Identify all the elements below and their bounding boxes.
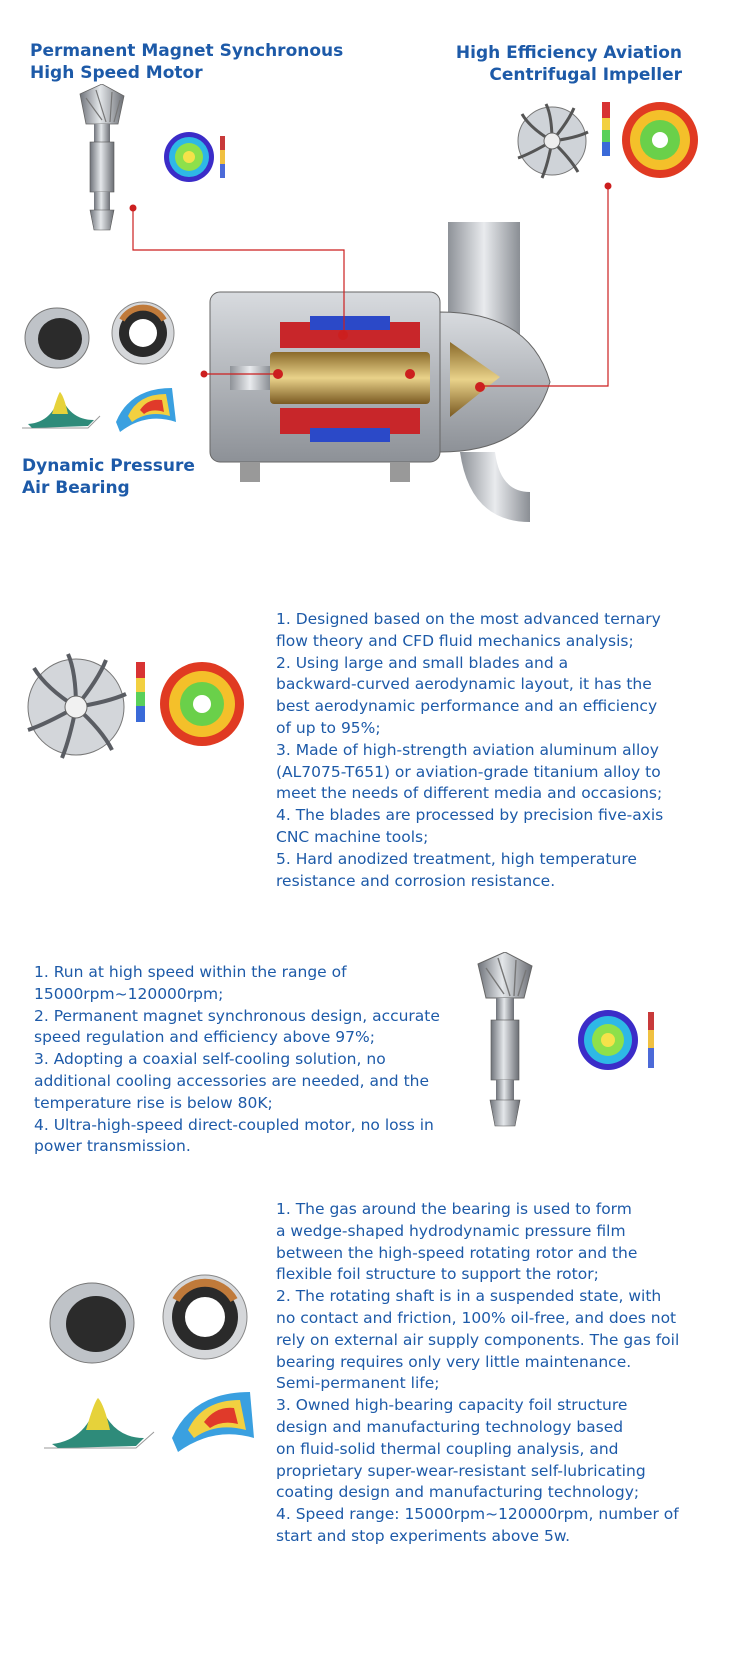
- impeller-item-4: backward-curved aerodynamic layout, it has the: [276, 675, 652, 694]
- bearing-section: [0, 1192, 750, 1592]
- bearing-item-6: no contact and friction, 100% oil-free, and does not: [276, 1308, 677, 1327]
- impeller-item-13: resistance and corrosion resistance.: [276, 871, 556, 890]
- motor-item-3: 2. Permanent magnet synchronous design, accurate: [34, 1006, 440, 1025]
- impeller-item-8: (AL7075-T651) or aviation-grade titanium alloy to: [276, 762, 661, 781]
- motor-item-5: 3. Adopting a coaxial self-cooling solution, no: [34, 1050, 386, 1069]
- bearing-item-7: rely on external air supply components. The gas foil: [276, 1330, 680, 1349]
- impeller-item-6: of up to 95%;: [276, 718, 381, 737]
- bearing-item-2: a wedge-shaped hydrodynamic pressure film: [276, 1221, 626, 1240]
- impeller-item-3: 2. Using large and small blades and a: [276, 653, 569, 672]
- motor-item-4: speed regulation and efficiency above 97%;: [34, 1028, 375, 1047]
- bearing-item-11: design and manufacturing technology based: [276, 1417, 624, 1436]
- impeller-item-9: meet the needs of different media and occasions;: [276, 784, 663, 803]
- impeller-section: [0, 590, 750, 910]
- bearing-item-1: 1. The gas around the bearing is used to form: [276, 1200, 632, 1218]
- bearing-item-14: coating design and manufacturing technology;: [276, 1483, 640, 1502]
- bearing-item-3: between the high-speed rotating rotor and the: [276, 1243, 638, 1262]
- bearing-item-13: proprietary super-wear-resistant self-lubricating: [276, 1461, 646, 1480]
- motor-heading-line1: Permanent Magnet Synchronous: [30, 41, 344, 61]
- bearing-item-9: Semi-permanent life;: [276, 1374, 440, 1393]
- bearing-item-10: 3. Owned high-bearing capacity foil structure: [276, 1396, 628, 1415]
- impeller-heading-line1: High Efficiency Aviation: [455, 43, 682, 63]
- motor-feature-list: [34, 962, 464, 1158]
- motor-item-6: additional cooling accessories are needed, and the: [34, 1071, 430, 1090]
- motor-heading-line2: High Speed Motor: [30, 63, 203, 83]
- motor-item-7: temperature rise is below 80K;: [34, 1093, 273, 1112]
- rotor-shaft-large-icon: [470, 952, 540, 1130]
- bearing-item-4: flexible foil structure to support the rotor;: [276, 1265, 599, 1284]
- bearing-item-12: on fluid-solid thermal coupling analysis, and: [276, 1439, 619, 1458]
- impeller-large-cfd-icon: [136, 656, 246, 756]
- motor-section: [0, 950, 750, 1170]
- impeller-item-11: CNC machine tools;: [276, 827, 429, 846]
- leader-lines: [0, 0, 750, 560]
- impeller-item-1: 1. Designed based on the most advanced ternary: [276, 610, 661, 628]
- foil-bearing-large-icon: [160, 1272, 250, 1362]
- bearing-item-16: start and stop experiments above 5w.: [276, 1526, 571, 1545]
- bearing-heading-line2: Air Bearing: [22, 478, 130, 498]
- bearing-feature-list: [276, 1199, 716, 1548]
- impeller-feature-list: [276, 609, 716, 892]
- motor-item-2: 15000rpm~120000rpm;: [34, 984, 224, 1003]
- impeller-item-2: flow theory and CFD fluid mechanics analysis;: [276, 631, 634, 650]
- hero-section: [0, 0, 750, 560]
- bearing-item-15: 4. Speed range: 15000rpm~120000rpm, number of: [276, 1505, 679, 1524]
- bearing-item-8: bearing requires only very little maintenance.: [276, 1352, 632, 1371]
- motor-item-9: power transmission.: [34, 1137, 191, 1156]
- impeller-item-10: 4. The blades are processed by precision five-axis: [276, 806, 664, 825]
- bearing-item-5: 2. The rotating shaft is in a suspended state, with: [276, 1287, 662, 1306]
- impeller-heading-line2: Centrifugal Impeller: [489, 65, 682, 85]
- bearing-sleeve-large-icon: [46, 1280, 138, 1366]
- bearing-heading-line1: Dynamic Pressure: [22, 456, 195, 476]
- bearing-large-cfd-icon: [164, 1384, 260, 1456]
- pressure-surface-large-plot-icon: [40, 1388, 160, 1464]
- impeller-item-7: 3. Made of high-strength aviation aluminum alloy: [276, 740, 659, 759]
- impeller-item-5: best aerodynamic performance and an efficiency: [276, 697, 658, 716]
- impeller-large-icon: [20, 652, 132, 762]
- impeller-item-12: 5. Hard anodized treatment, high temperature: [276, 849, 637, 868]
- motor-large-cfd-icon: [576, 1008, 662, 1072]
- motor-item-8: 4. Ultra-high-speed direct-coupled motor, no loss in: [34, 1115, 434, 1134]
- motor-item-1: 1. Run at high speed within the range of: [34, 963, 347, 981]
